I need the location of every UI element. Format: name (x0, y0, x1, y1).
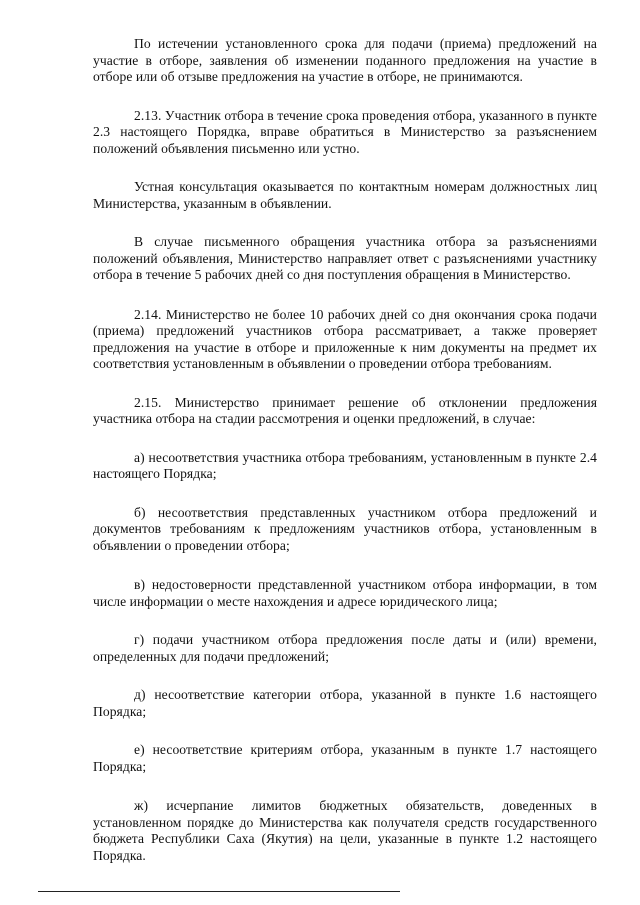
paragraph-submission-deadline: По истечении установленного срока для подачи (приема) предложений на участие в отборе, заявления об изменении поданного предложения на участие в отборе или об отзыве предложения на участие в отборе, не принимаются. (93, 36, 597, 84)
list-item-d: д) несоответствие категории отбора, указанной в пункте 1.6 настоящего Порядка; (93, 687, 597, 719)
list-item-g: г) подачи участником отбора предложения после даты и (или) времени, определенных для подачи предложений; (93, 632, 597, 664)
list-item-v: в) недостоверности представленной участником отбора информации, в том числе информации о месте нахождения и адресе юридического лица; (93, 577, 597, 609)
paragraph-oral-consultation: Устная консультация оказывается по контактным номерам должностных лиц Министерства, указанным в объявлении. (93, 179, 597, 211)
list-item-a: а) несоответствия участника отбора требованиям, установленным в пункте 2.4 настоящего Порядка; (93, 449, 597, 481)
paragraph-clause-2-13: 2.13. Участник отбора в течение срока проведения отбора, указанного в пункте 2.3 настоящего Порядка, вправе обратиться в Министерство за разъяснением положений объявления письменно или устно. (93, 107, 597, 156)
list-item-zh: ж) исчерпание лимитов бюджетных обязательств, доведенных в установленном порядке до Министерства как получателя средств государственного бюджета Республики Саха (Якутия) на цели, указанные в пункте 1.2 настоящего Порядка. (93, 798, 597, 863)
paragraph-clause-2-14: 2.14. Министерство не более 10 рабочих дней со дня окончания срока подачи (приема) предложений участников отбора рассматривает, а также проверяет предложения на участие в отборе и приложенные к ним документы на предмет их соответствия установленным в объявлении о проведении отбора требованиям. (93, 306, 597, 371)
page-bottom-divider (38, 891, 400, 892)
list-item-b: б) несоответствия представленных участником отбора предложений и документов требованиям к предложениям участников отбора, установленным в объявлении о проведении отбора; (93, 504, 597, 553)
list-item-e: е) несоответствие критериям отбора, указанным в пункте 1.7 настоящего Порядка; (93, 742, 597, 774)
paragraph-written-request: В случае письменного обращения участника отбора за разъяснениями положений объявления, Министерство направляет ответ с разъяснениями участнику отбора в течение 5 рабочих дней со дня поступления обращения в Министерство. (93, 234, 597, 282)
document-body (93, 36, 597, 864)
paragraph-clause-2-15: 2.15. Министерство принимает решение об отклонении предложения участника отбора на стадии рассмотрения и оценки предложений, в случае: (93, 394, 597, 426)
